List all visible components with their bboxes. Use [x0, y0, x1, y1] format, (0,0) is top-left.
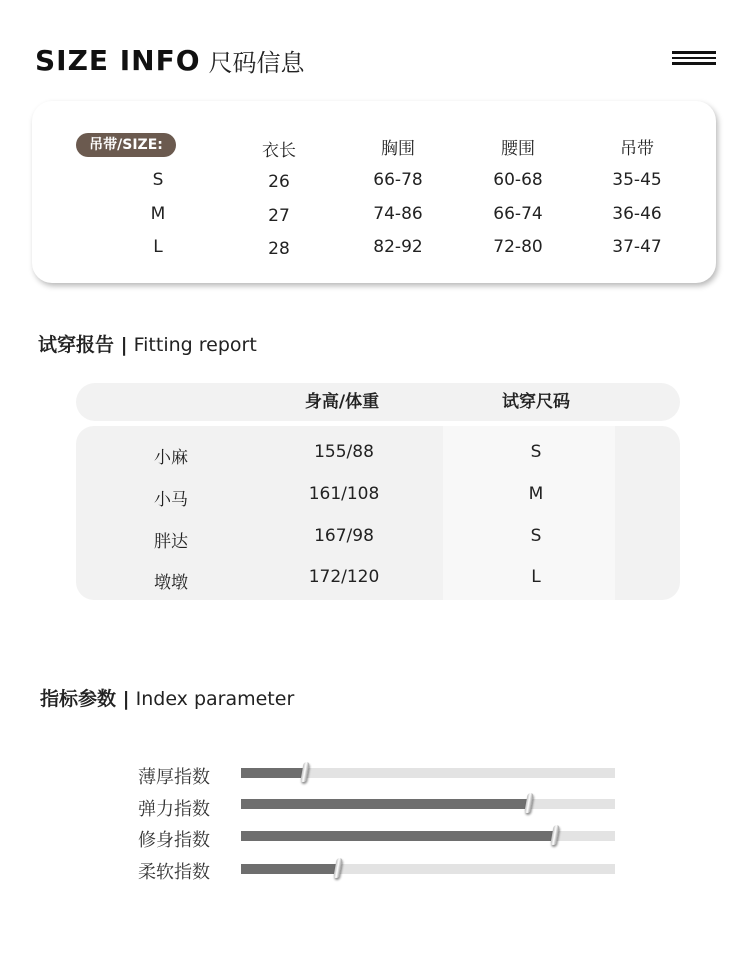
index-title	[40, 684, 294, 711]
size-row-label: L	[153, 237, 163, 257]
fitting-name: 墩墩	[154, 573, 188, 593]
param-bar	[241, 864, 615, 874]
fitting-title	[38, 330, 257, 357]
menu-icon[interactable]	[672, 51, 716, 65]
size-row-label: S	[152, 170, 164, 190]
param-slider-knob	[333, 858, 343, 878]
index-title-cn: 指标参数 |	[40, 688, 130, 710]
fitting-name: 小马	[154, 490, 188, 510]
param-label: 修身指数	[138, 830, 210, 851]
size-cell: 36-46	[612, 204, 662, 224]
fitting-name: 胖达	[154, 532, 188, 552]
size-cell: 74-86	[373, 204, 423, 224]
fitting-hw: 167/98	[314, 526, 374, 546]
param-slider-knob	[550, 825, 560, 845]
size-cell: 26	[268, 172, 290, 192]
size-col-header: 腰围	[501, 139, 535, 159]
fitting-table-header	[76, 383, 680, 421]
size-badge: 吊带/SIZE:	[76, 133, 176, 157]
fitting-title-en: Fitting report	[133, 334, 257, 356]
size-col-header: 吊带	[620, 139, 654, 159]
fitting-size: S	[530, 526, 542, 546]
param-label: 弹力指数	[138, 799, 210, 820]
size-cell: 66-74	[493, 204, 543, 224]
param-bar-fill	[241, 864, 338, 874]
size-col-header: 胸围	[381, 139, 415, 159]
fitting-size: M	[528, 484, 544, 504]
param-label: 薄厚指数	[138, 767, 210, 788]
param-bar	[241, 799, 615, 809]
title-en: SIZE INFO	[35, 43, 201, 77]
fitting-hw: 161/108	[308, 484, 380, 504]
index-title-en: Index parameter	[135, 688, 295, 710]
fitting-col-header: 试穿尺码	[502, 392, 570, 412]
title-cn: 尺码信息	[208, 48, 305, 77]
size-table-card	[32, 101, 716, 283]
fitting-hw: 155/88	[314, 442, 374, 462]
param-bar-fill	[241, 831, 555, 841]
fitting-hw: 172/120	[308, 567, 380, 587]
param-bar	[241, 831, 615, 841]
param-slider-knob	[524, 793, 534, 813]
param-bar-fill	[241, 799, 529, 809]
fitting-table-body	[76, 426, 680, 600]
size-cell: 27	[268, 206, 290, 226]
param-bar-fill	[241, 768, 305, 778]
size-cell: 35-45	[612, 170, 662, 190]
fitting-col-header: 身高/体重	[304, 392, 380, 412]
page-header	[35, 40, 305, 80]
size-cell: 60-68	[493, 170, 543, 190]
size-cell: 28	[268, 239, 290, 259]
fitting-size: S	[530, 442, 542, 462]
param-slider-knob	[300, 762, 310, 782]
param-label: 柔软指数	[138, 862, 210, 883]
fitting-size: L	[531, 567, 541, 587]
size-cell: 82-92	[373, 237, 423, 257]
param-bar	[241, 768, 615, 778]
size-row-label: M	[150, 204, 166, 224]
size-cell: 66-78	[373, 170, 423, 190]
fitting-title-cn: 试穿报告 |	[38, 334, 128, 356]
size-col-header: 衣长	[262, 141, 296, 161]
fitting-name: 小麻	[154, 448, 188, 468]
size-cell: 72-80	[493, 237, 543, 257]
size-cell: 37-47	[612, 237, 662, 257]
